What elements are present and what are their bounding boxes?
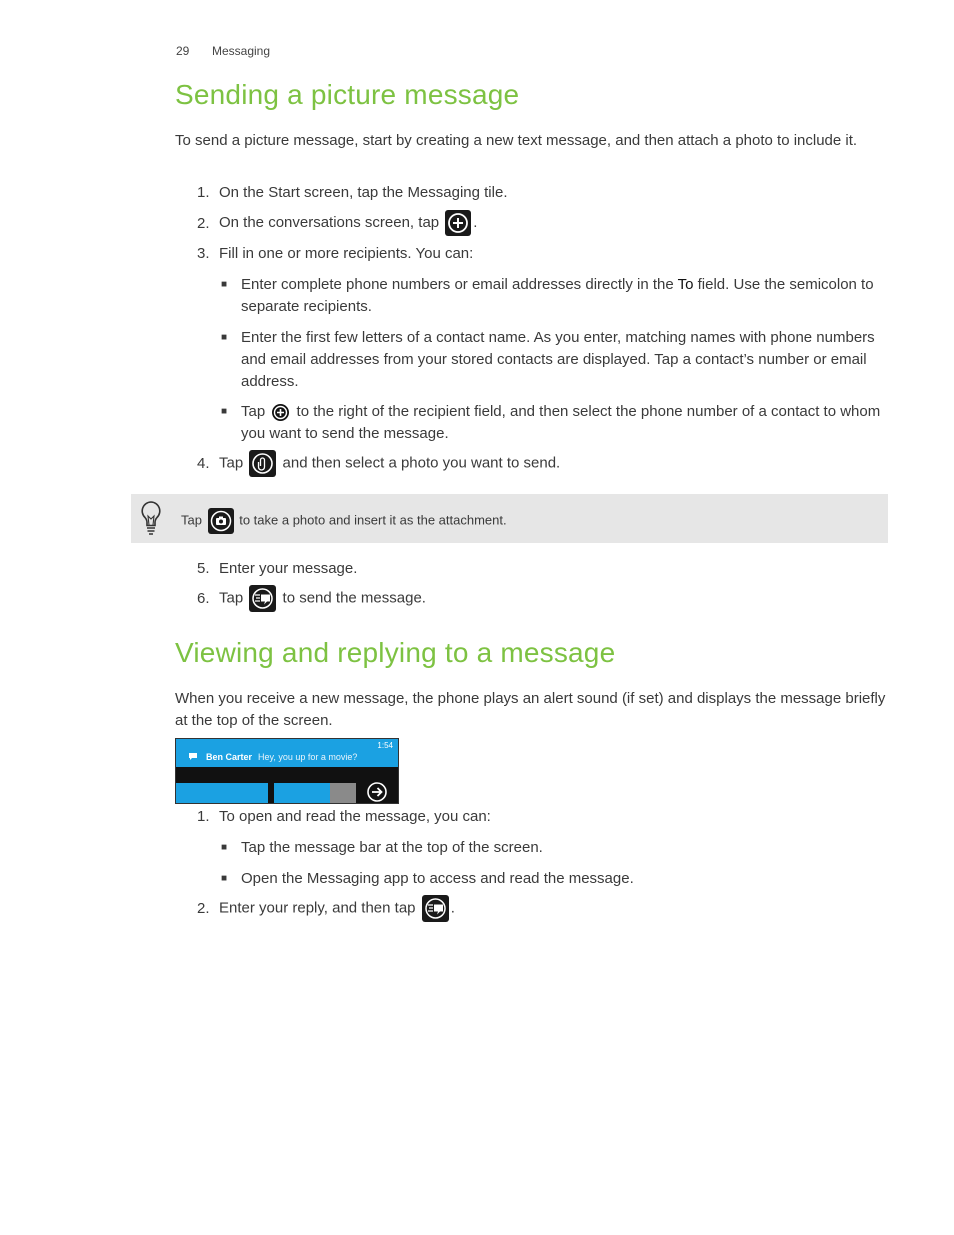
step-text-post: . (473, 213, 478, 231)
lightbulb-icon (139, 500, 163, 543)
send-icon (249, 585, 276, 612)
bullet-text: Tap the message bar at the top of the screen. (241, 839, 543, 856)
step-number: 4. (197, 455, 210, 472)
step-number: 1. (197, 184, 210, 201)
bullet-marker: ■ (221, 873, 228, 884)
notification-screenshot (175, 738, 399, 804)
step-text-post: and then select a photo you want to send. (282, 454, 561, 472)
bullet-text-pre: Enter complete phone numbers or email addresses directly in the (241, 276, 678, 293)
message-icon (189, 753, 197, 761)
new-plus-icon (445, 210, 471, 236)
bullet-text: Open the Messaging app to access and read the message. (241, 870, 634, 887)
step-text-post: . (450, 899, 455, 917)
step-text-pre: Tap (219, 454, 244, 472)
page-number: 29 (176, 44, 190, 58)
bullet-marker: ■ (221, 279, 228, 290)
section-title: Viewing and replying to a message (175, 637, 616, 668)
step-text-pre: Enter your reply, and then tap (219, 899, 416, 917)
step-text (219, 895, 455, 922)
tip-text (181, 508, 507, 534)
step-text (219, 450, 560, 477)
tip-text-post: to take a photo and insert it as the attachment. (239, 512, 507, 528)
intro-paragraph: When you receive a new message, the phone plays an alert sound (if set) and displays the message briefly at the top of the screen. (175, 690, 886, 729)
notification-sender: Ben Carter (206, 752, 253, 762)
bullet-text-post: field. Use the semicolon to separate recipients. (241, 276, 874, 315)
step-text-pre: Tap (219, 589, 244, 607)
start-tile (274, 783, 330, 803)
step-text-post: to send the message. (282, 589, 426, 607)
step-number: 1. (197, 808, 210, 825)
arrow-right-icon (366, 781, 388, 803)
bullet-text (241, 401, 891, 445)
bullet-text (241, 274, 891, 318)
to-field-label: To (677, 276, 694, 293)
step-text (219, 210, 477, 236)
start-tile (176, 783, 268, 803)
page-title: Sending a picture message (175, 79, 520, 110)
bullet-text-pre: Tap (241, 403, 266, 420)
bullet-marker: ■ (221, 406, 228, 417)
step-text-pre: On the conversations screen, tap (219, 213, 440, 231)
contact-photo-tile (330, 783, 356, 803)
add-recipient-icon (271, 403, 290, 422)
step-text: On the Start screen, tap the Messaging tile. (219, 184, 508, 201)
page-header (176, 44, 270, 58)
bullet-marker: ■ (221, 332, 228, 343)
step-text (219, 585, 426, 612)
notification-time: 1:54 (377, 741, 393, 750)
bullet-marker: ■ (221, 842, 228, 853)
step-text: Fill in one or more recipients. You can: (219, 245, 474, 262)
tip-text-pre: Tap (181, 512, 202, 528)
bullet-text-post: to the right of the recipient field, and then select the phone number of a contact to whom you want to send the message. (241, 403, 881, 442)
bullet-text: Enter the first few letters of a contact name. As you enter, matching names with phone numbers and email addresses from your stored contacts are displayed. Tap a contact’s number or email address. (241, 329, 875, 390)
section-name: Messaging (212, 44, 271, 58)
step-text: To open and read the message, you can: (219, 808, 491, 825)
step-number: 5. (197, 560, 210, 577)
attach-paperclip-icon (249, 450, 276, 477)
step-number: 2. (197, 900, 210, 917)
step-number: 2. (197, 215, 210, 232)
camera-icon (208, 508, 234, 534)
step-number: 3. (197, 245, 210, 262)
send-icon (422, 895, 449, 922)
step-text: Enter your message. (219, 560, 358, 577)
step-number: 6. (197, 590, 210, 607)
notification-preview: Hey, you up for a movie? (258, 752, 358, 762)
tip-box (131, 494, 888, 543)
intro-paragraph: To send a picture message, start by creating a new text message, and then attach a photo to include it. (175, 132, 858, 149)
